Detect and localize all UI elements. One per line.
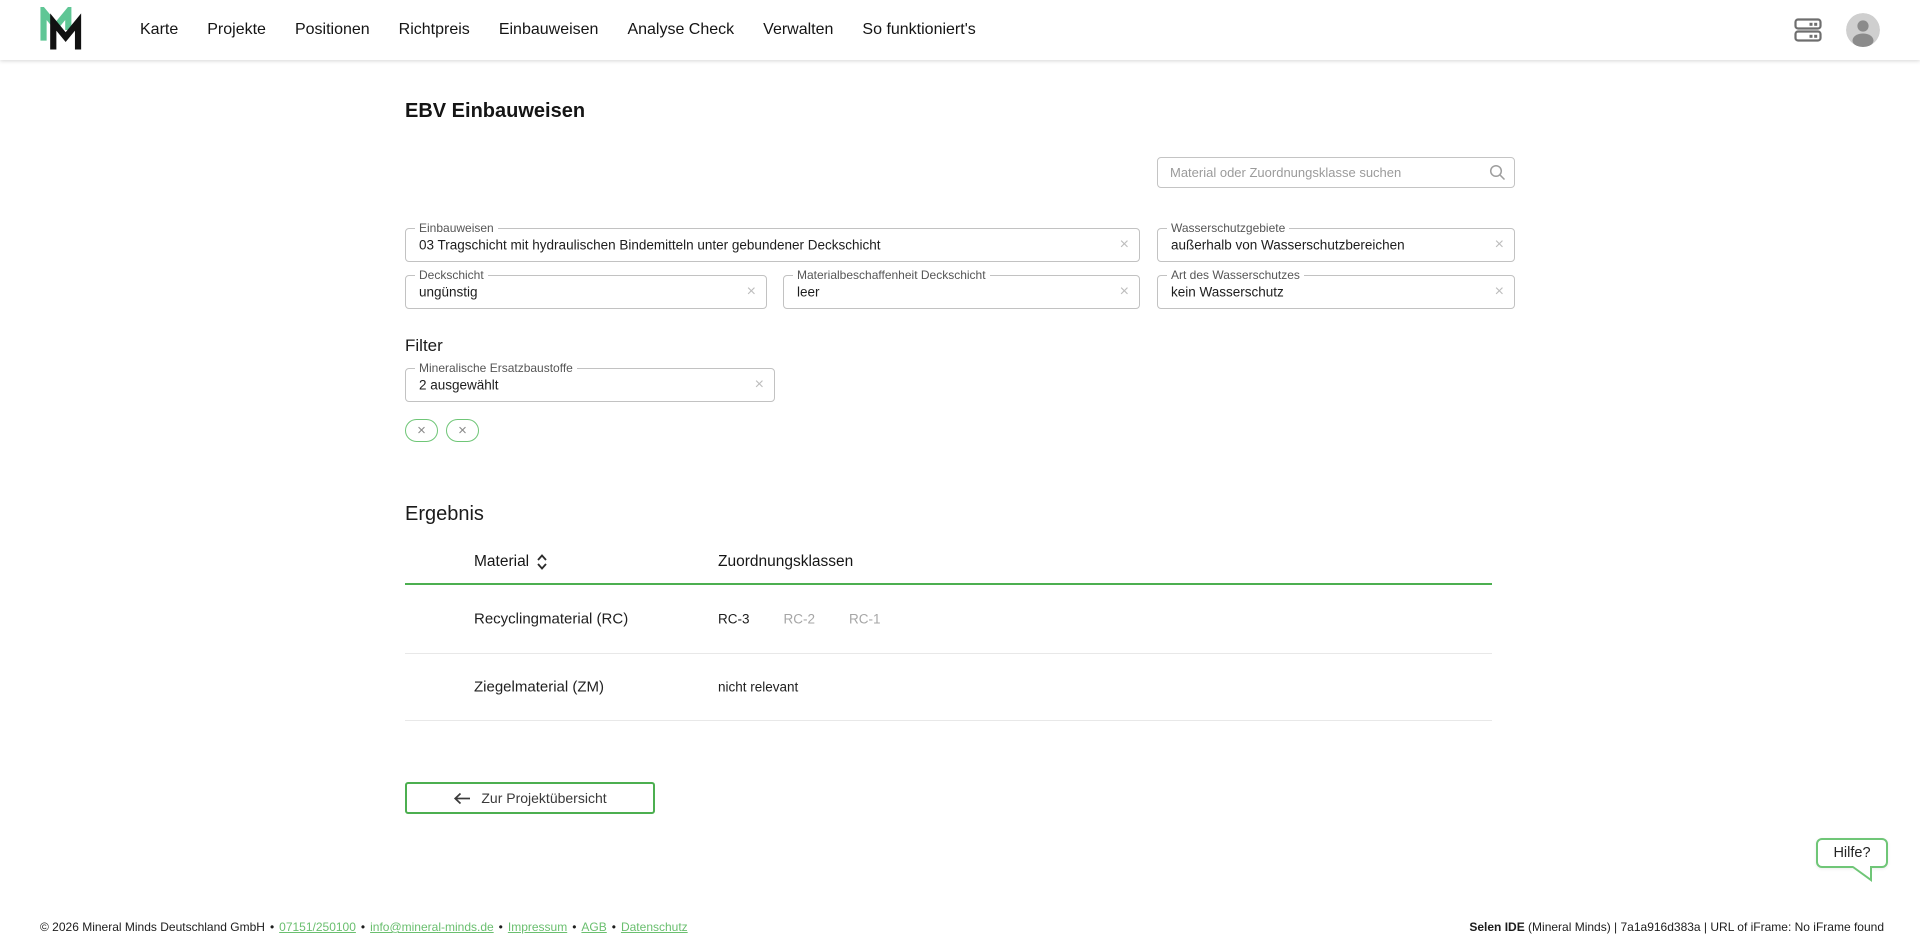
field-materialbeschaffenheit-value: leer <box>797 284 820 300</box>
classes-cell <box>718 680 798 695</box>
material-cell: Ziegelmaterial (ZM) <box>474 678 605 696</box>
help-button[interactable] <box>1816 838 1888 868</box>
filter-chip[interactable] <box>446 419 479 442</box>
close-icon[interactable]: × <box>458 422 467 439</box>
field-wasserschutzgebiete-value: außerhalb von Wasserschutzbereichen <box>1171 237 1405 253</box>
footer-link-phone[interactable]: 07151/250100 <box>279 920 356 934</box>
nav-item-projekte[interactable]: Projekte <box>207 21 266 38</box>
column-header-zuordnungsklassen: Zuordnungsklassen <box>718 552 854 570</box>
top-navbar <box>0 0 1920 60</box>
footer-link-email[interactable]: info@mineral-minds.de <box>370 920 494 934</box>
class-badge-rc1: RC-1 <box>849 611 881 627</box>
field-deckschicht-value: ungünstig <box>419 284 478 300</box>
field-einbauweisen[interactable] <box>405 221 1140 262</box>
column-header-material[interactable] <box>474 553 548 571</box>
mineral-minds-logo[interactable] <box>40 7 86 53</box>
nav-item-richtpreis[interactable]: Richtpreis <box>398 21 470 38</box>
field-mineralische-ersatzbaustoffe[interactable] <box>405 361 775 402</box>
field-art-des-wasserschutzes-label: Art des Wasserschutzes <box>1167 268 1304 283</box>
nav-item-karte[interactable]: Karte <box>140 21 179 38</box>
field-einbauweisen-label: Einbauweisen <box>415 221 498 236</box>
clear-icon[interactable]: × <box>1119 283 1129 300</box>
field-art-des-wasserschutzes[interactable] <box>1157 268 1515 309</box>
nav-right-icons <box>1794 0 1880 60</box>
back-to-projects-label: Zur Projektübersicht <box>481 790 607 806</box>
nav-item-einbauweisen[interactable]: Einbauweisen <box>498 21 599 38</box>
table-header-row <box>405 540 1492 585</box>
result-table <box>405 540 1492 721</box>
column-header-material-label: Material <box>474 552 530 570</box>
footer-app-name: Selen IDE <box>1469 920 1525 934</box>
footer <box>0 911 1920 943</box>
help-label: Hilfe? <box>1833 845 1871 861</box>
page-title: EBV Einbauweisen <box>405 100 586 122</box>
footer-link-datenschutz[interactable]: Datenschutz <box>620 920 688 934</box>
field-wasserschutzgebiete[interactable] <box>1157 221 1515 262</box>
clear-icon[interactable]: × <box>754 376 764 393</box>
search-icon[interactable] <box>1489 164 1506 181</box>
copyright-text: © 2026 Mineral Minds Deutschland GmbH <box>40 920 265 934</box>
field-art-des-wasserschutzes-value: kein Wasserschutz <box>1171 284 1284 300</box>
avatar[interactable] <box>1846 13 1880 47</box>
table-row <box>405 585 1492 654</box>
nav-item-positionen[interactable]: Positionen <box>294 21 370 38</box>
table-row <box>405 654 1492 721</box>
filter-chip[interactable] <box>405 419 438 442</box>
nav-item-analyse-check[interactable]: Analyse Check <box>627 21 735 38</box>
search-box <box>1157 157 1515 188</box>
footer-right <box>1469 920 1884 934</box>
footer-link-impressum[interactable]: Impressum <box>507 920 568 934</box>
footer-link-agb[interactable]: AGB <box>581 920 607 934</box>
clear-icon[interactable]: × <box>746 283 756 300</box>
nav-item-verwalten[interactable]: Verwalten <box>763 21 834 38</box>
field-mineralische-ersatzbaustoffe-value: 2 ausgewählt <box>419 377 499 393</box>
nav-item-so-funktionierts[interactable]: So funktioniert's <box>862 21 976 38</box>
filter-heading: Filter <box>405 336 443 355</box>
clear-icon[interactable]: × <box>1494 236 1504 253</box>
server-icon[interactable] <box>1794 18 1822 42</box>
class-badge-not-relevant: nicht relevant <box>718 679 799 695</box>
field-einbauweisen-value: 03 Tragschicht mit hydraulischen Bindemitteln unter gebundener Deckschicht <box>419 237 881 253</box>
classes-cell <box>718 612 881 627</box>
footer-left: © 2026 Mineral Minds Deutschland GmbH • 07151/250100 • info@mineral-minds.de • Impressum • AGB • Datenschutz <box>40 920 688 934</box>
close-icon[interactable]: × <box>417 422 426 439</box>
search-input[interactable] <box>1157 157 1515 188</box>
field-deckschicht-label: Deckschicht <box>415 268 488 283</box>
field-materialbeschaffenheit-label: Materialbeschaffenheit Deckschicht <box>793 268 990 283</box>
back-to-projects-button[interactable] <box>405 782 655 814</box>
class-badge-rc3: RC-3 <box>718 611 750 627</box>
result-heading: Ergebnis <box>405 503 484 525</box>
clear-icon[interactable]: × <box>1119 236 1129 253</box>
field-wasserschutzgebiete-label: Wasserschutzgebiete <box>1167 221 1289 236</box>
arrow-left-icon <box>453 792 472 805</box>
clear-icon[interactable]: × <box>1494 283 1504 300</box>
sort-unfold-icon <box>536 554 548 570</box>
footer-debug-info: (Mineral Minds) | 7a1a916d383a | URL of iFrame: No iFrame found <box>1524 920 1884 934</box>
filter-chips <box>405 419 479 442</box>
class-badge-rc2: RC-2 <box>783 611 816 627</box>
field-deckschicht[interactable] <box>405 268 767 309</box>
field-materialbeschaffenheit[interactable] <box>783 268 1140 309</box>
nav-menu <box>140 0 976 60</box>
field-mineralische-ersatzbaustoffe-label: Mineralische Ersatzbaustoffe <box>415 361 577 376</box>
material-cell: Recyclingmaterial (RC) <box>474 610 629 628</box>
help-bubble-tail <box>1852 866 1874 883</box>
